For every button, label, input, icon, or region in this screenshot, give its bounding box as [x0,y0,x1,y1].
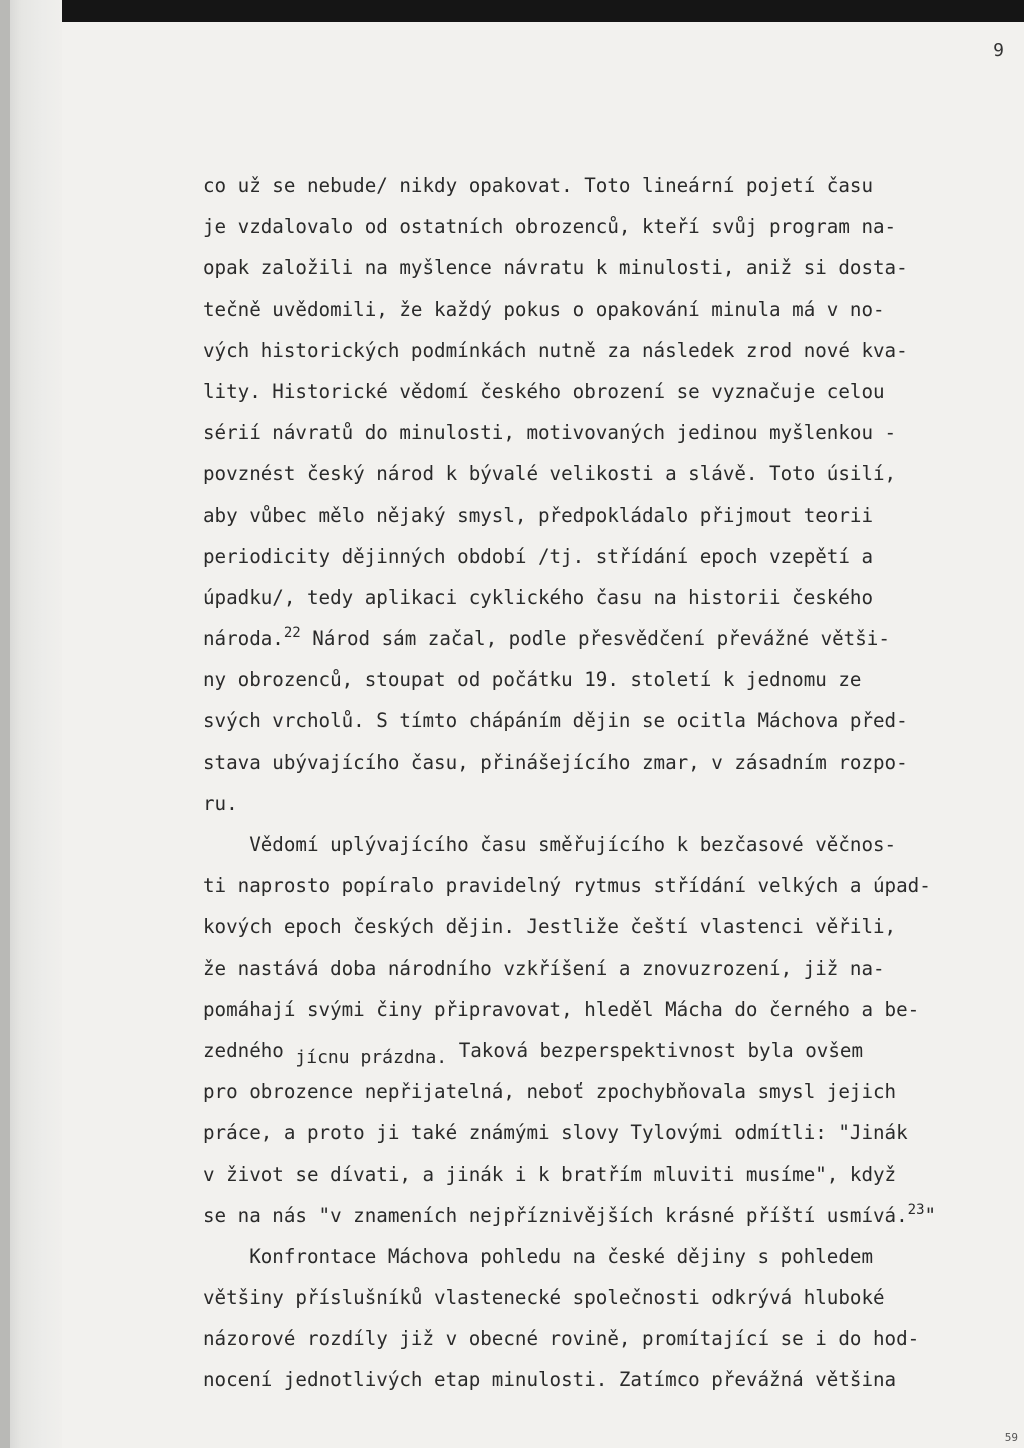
footnote-marker: 23 [907,1201,925,1218]
text-fragment: národa. [203,627,284,651]
text-line: práce, a proto ji také známými slovy Tylovými odmítli: "Jinák [203,1121,908,1145]
text-line: v život se dívati, a jinák i k bratřím mluviti musíme", když [203,1162,897,1186]
footnote-marker: 22 [283,625,301,642]
scan-top-band [0,0,1024,22]
text-line: lity. Historické vědomí českého obrození se vyznačuje celou [203,379,885,403]
text-line: vých historických podmínkách nutně za následek zrod nové kva- [203,338,908,362]
text-line-with-footnote [203,618,993,659]
text-line-with-footnote [203,1195,993,1236]
text-line: sérií návratů do minulosti, motivovaných jedinou myšlenkou - [203,421,897,445]
text-line: názorové rozdíly již v obecné rovině, promítající se i do hod- [203,1327,920,1351]
text-line: ti naprosto popíralo pravidelný rytmus střídání velkých a úpad- [203,874,931,898]
text-line: Konfrontace Máchova pohledu na české dějiny s pohledem [203,1244,874,1268]
text-line: většiny příslušníků vlastenecké společnosti odkrývá hluboké [203,1286,885,1310]
text-fragment: Taková bezperspektivnost byla ovšem [447,1038,864,1062]
text-line: povznést český národ k bývalé velikosti a slávě. Toto úsilí, [203,462,897,486]
text-line-with-quote [203,1030,993,1071]
binding-edge [0,0,10,1448]
text-line: úpadku/, tedy aplikaci cyklického času na historii českého [203,585,874,609]
lowered-quote: jícnu prázdna. [295,1046,448,1068]
text-line: pro obrozence nepřijatelná, neboť zpochybňovala smysl jejich [203,1080,897,1104]
text-line: tečně uvědomili, že každý pokus o opakování minula má v no- [203,297,885,321]
text-line: periodicity dějinných období /tj. střídání epoch vzepětí a [203,544,874,568]
text-line: co už se nebude/ nikdy opakovat. Toto lineární pojetí času [203,174,874,197]
text-line: aby vůbec mělo nějaký smysl, předpokládalo přijmout teorii [203,503,874,527]
text-line: nocení jednotlivých etap minulosti. Zatímco převážná většina [203,1368,897,1392]
text-fragment: Národ sám začal, podle přesvědčení převážné větši- [300,627,890,651]
page-number: 9 [993,40,1004,61]
body-text [203,165,993,1401]
text-line: stava ubývajícího času, přinášejícího zmar, v zásadním rozpo- [203,750,908,774]
text-line: ru. [203,791,238,815]
text-line: svých vrcholů. S tímto chápáním dějin se ocitla Máchova před- [203,709,908,733]
text-line: Vědomí uplývajícího času směřujícího k bezčasové věčnos- [203,833,897,856]
text-line: ny obrozenců, stoupat od počátku 19. století k jednomu ze [203,668,862,692]
text-line: kových epoch českých dějin. Jestliže čeští vlastenci věřili, [203,915,897,939]
text-line: je vzdalovalo od ostatních obrozenců, kteří svůj program na- [203,215,897,239]
text-line: opak založili na myšlence návratu k minulosti, aniž si dosta- [203,256,908,280]
text-fragment: zedného [203,1038,296,1062]
text-fragment: " [924,1203,937,1227]
text-fragment: se na nás "v znameních nejpříznivějších krásné příští usmívá. [203,1203,908,1227]
text-line: že nastává doba národního vzkříšení a znovuzrození, již na- [203,956,885,980]
text-line: pomáhají svými činy připravovat, hleděl Mácha do černého a be- [203,997,920,1021]
corner-mark: 59 [1004,1431,1018,1444]
